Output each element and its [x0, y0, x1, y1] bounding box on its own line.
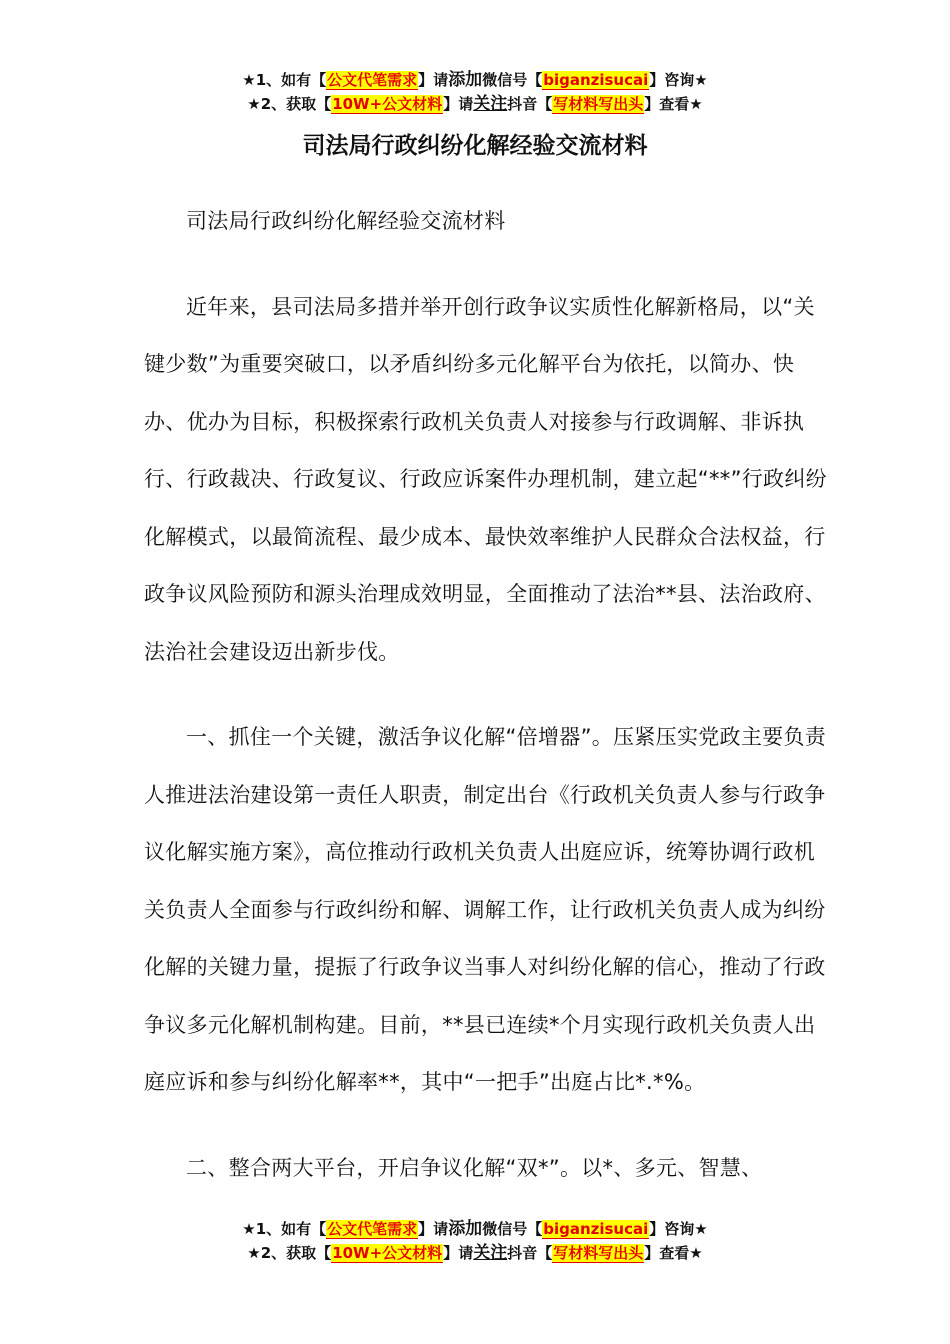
promo-highlight: 写材料写出头	[553, 1244, 644, 1262]
promo-highlight: 公文代笔需求	[327, 1220, 418, 1238]
promo-line-1	[0, 1217, 950, 1241]
promo-text: ★2、获取【	[247, 1244, 332, 1262]
promo-emphasis: 添加	[448, 1219, 483, 1239]
promo-text: 】请	[443, 95, 474, 113]
promo-line-1	[0, 68, 950, 92]
document-title: 司法局行政纠纷化解经验交流材料	[302, 133, 648, 159]
promo-text: ★2、获取【	[247, 95, 332, 113]
promo-banner-bottom	[0, 1217, 950, 1265]
promo-text: 】请	[418, 71, 449, 89]
promo-text: 】请	[443, 1244, 474, 1262]
promo-emphasis: 关注	[473, 94, 508, 114]
promo-text: 】请	[418, 1220, 449, 1238]
promo-line-2	[0, 92, 950, 116]
promo-text: ★1、如有【	[242, 71, 327, 89]
promo-highlight: 10W+公文材料	[332, 1244, 443, 1262]
document-body	[144, 193, 834, 1197]
promo-text: 微信号【	[482, 71, 543, 89]
promo-text: 】咨询★	[649, 71, 708, 89]
body-paragraph: 近年来，县司法局多措并举开创行政争议实质性化解新格局，以“关键少数”为重要突破口，以矛盾纠纷多元化解平台为依托，以简办、快办、优办为目标，积极探索行政机关负责人对接参与行政调解、非诉执行、行政裁决、行政复议、行政应诉案件办理机制，建立起“**”行政纠纷化解模式，以最简流程、最少成本、最快效率维护人民群众合法权益，行政争议风险预防和源头治理成效明显，全面推动了法治**县、法治政府、法治社会建设迈出新步伐。	[144, 294, 827, 664]
body-paragraph: 二、整合两大平台，开启争议化解“双*”。以*、多元、智慧、	[186, 1155, 763, 1180]
promo-text: 】查看★	[644, 1244, 703, 1262]
promo-text: 抖音【	[507, 1244, 553, 1262]
promo-emphasis: 添加	[448, 70, 483, 90]
promo-text: 微信号【	[482, 1220, 543, 1238]
promo-highlight: 10W+公文材料	[332, 95, 443, 113]
promo-banner-top	[0, 68, 950, 116]
body-paragraph: 司法局行政纠纷化解经验交流材料	[186, 209, 506, 233]
promo-line-2	[0, 1241, 950, 1265]
body-paragraph: 一、抓住一个关键，激活争议化解“倍增器”。压紧压实党政主要负责人推进法治建设第一责任人职责，制定出台《行政机关负责人参与行政争议化解实施方案》，高位推动行政机关负责人出庭应诉，统筹协调行政机关负责人全面参与行政纠纷和解、调解工作，让行政机关负责人成为纠纷化解的关键力量，提振了行政争议当事人对纠纷化解的信心，推动了行政争议多元化解机制构建。目前，**县已连续*个月实现行政机关负责人出庭应诉和参与纠纷化解率**，其中“一把手”出庭占比*.*%。	[144, 725, 827, 1094]
promo-text: 抖音【	[507, 95, 553, 113]
promo-highlight: 公文代笔需求	[327, 71, 418, 89]
promo-text: ★1、如有【	[242, 1220, 327, 1238]
promo-highlight: biganzisucai	[543, 71, 649, 89]
promo-text: 】咨询★	[649, 1220, 708, 1238]
promo-text: 】查看★	[644, 95, 703, 113]
promo-highlight: 写材料写出头	[553, 95, 644, 113]
promo-emphasis: 关注	[473, 1243, 508, 1263]
promo-highlight: biganzisucai	[543, 1220, 649, 1238]
